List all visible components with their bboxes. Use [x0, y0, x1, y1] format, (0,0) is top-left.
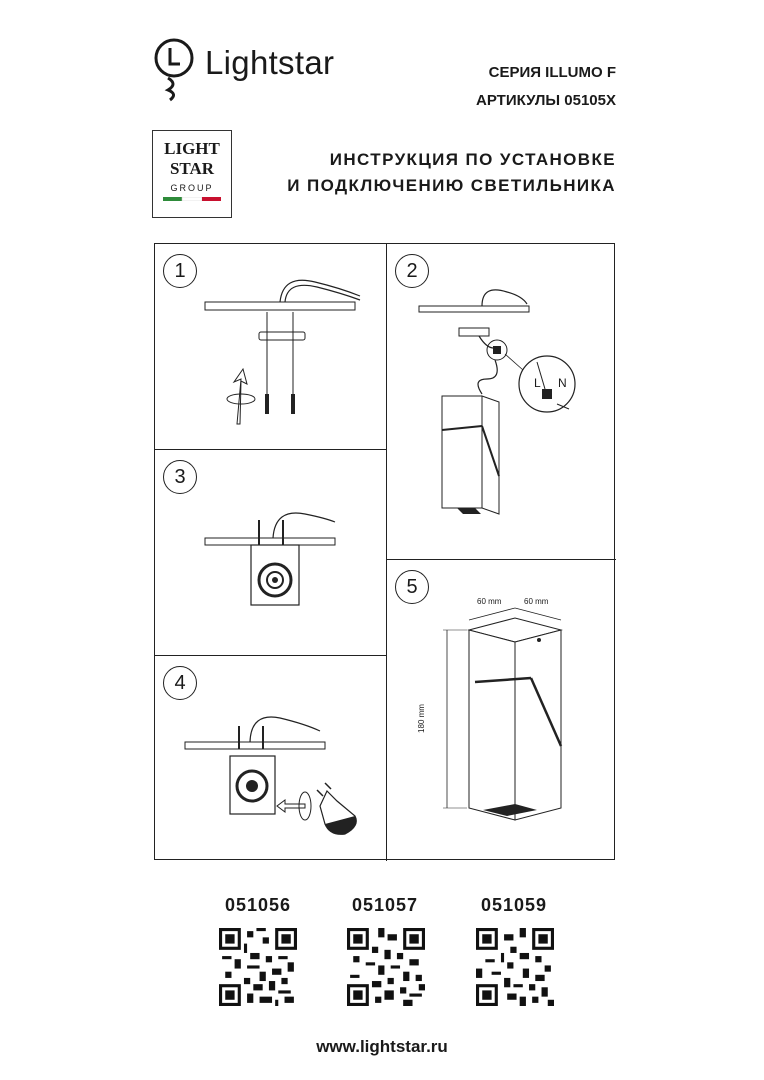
width-dimension-label: 60 mm: [477, 597, 502, 606]
step-number: 2: [395, 254, 429, 288]
group-logo-line1: LIGHT: [164, 139, 220, 158]
instruction-title-line2: И ПОДКЛЮЧЕНИЮ СВЕТИЛЬНИКА: [287, 176, 616, 195]
group-logo-line2: STAR: [169, 159, 215, 178]
step-1-panel: [155, 244, 387, 450]
italian-flag-stripe-icon: [163, 197, 221, 201]
step-4-panel: [155, 656, 387, 861]
step-3-panel: [155, 450, 387, 656]
website-link[interactable]: www.lightstar.ru: [316, 1037, 448, 1056]
product-code: 051056: [224, 895, 292, 915]
product-code: 051057: [351, 895, 419, 915]
wire-connection-diagram-icon: [387, 244, 616, 560]
qr-code-icon[interactable]: [219, 928, 297, 1006]
qr-code-icon[interactable]: [347, 928, 425, 1006]
instruction-title-line1: ИНСТРУКЦИЯ ПО УСТАНОВКЕ: [329, 150, 616, 169]
product-code: 051059: [480, 895, 548, 915]
lightstar-group-logo: [152, 130, 232, 218]
lamp-insertion-icon: [155, 656, 387, 861]
qr-code-icon[interactable]: [476, 928, 554, 1006]
instruction-steps-grid: [154, 243, 615, 860]
step-2-panel: [387, 244, 616, 560]
height-dimension-label: 180 mm: [416, 704, 426, 733]
group-logo-line3: GROUP: [170, 183, 214, 193]
step-number: 5: [395, 570, 429, 604]
live-wire-label: L: [534, 376, 541, 390]
depth-dimension-label: 60 mm: [524, 597, 549, 606]
neutral-wire-label: N: [558, 376, 567, 390]
step-number: 3: [163, 460, 197, 494]
step-number: 1: [163, 254, 197, 288]
step-number: 4: [163, 666, 197, 700]
series-title: СЕРИЯ ILLUMO F: [488, 64, 616, 81]
fixture-mounted-icon: [155, 450, 387, 656]
brand-name: Lightstar: [205, 44, 335, 81]
article-numbers: АРТИКУЛЫ 05105X: [476, 92, 616, 109]
step-5-panel: [387, 560, 616, 861]
mounting-bracket-screws-icon: [155, 244, 387, 450]
